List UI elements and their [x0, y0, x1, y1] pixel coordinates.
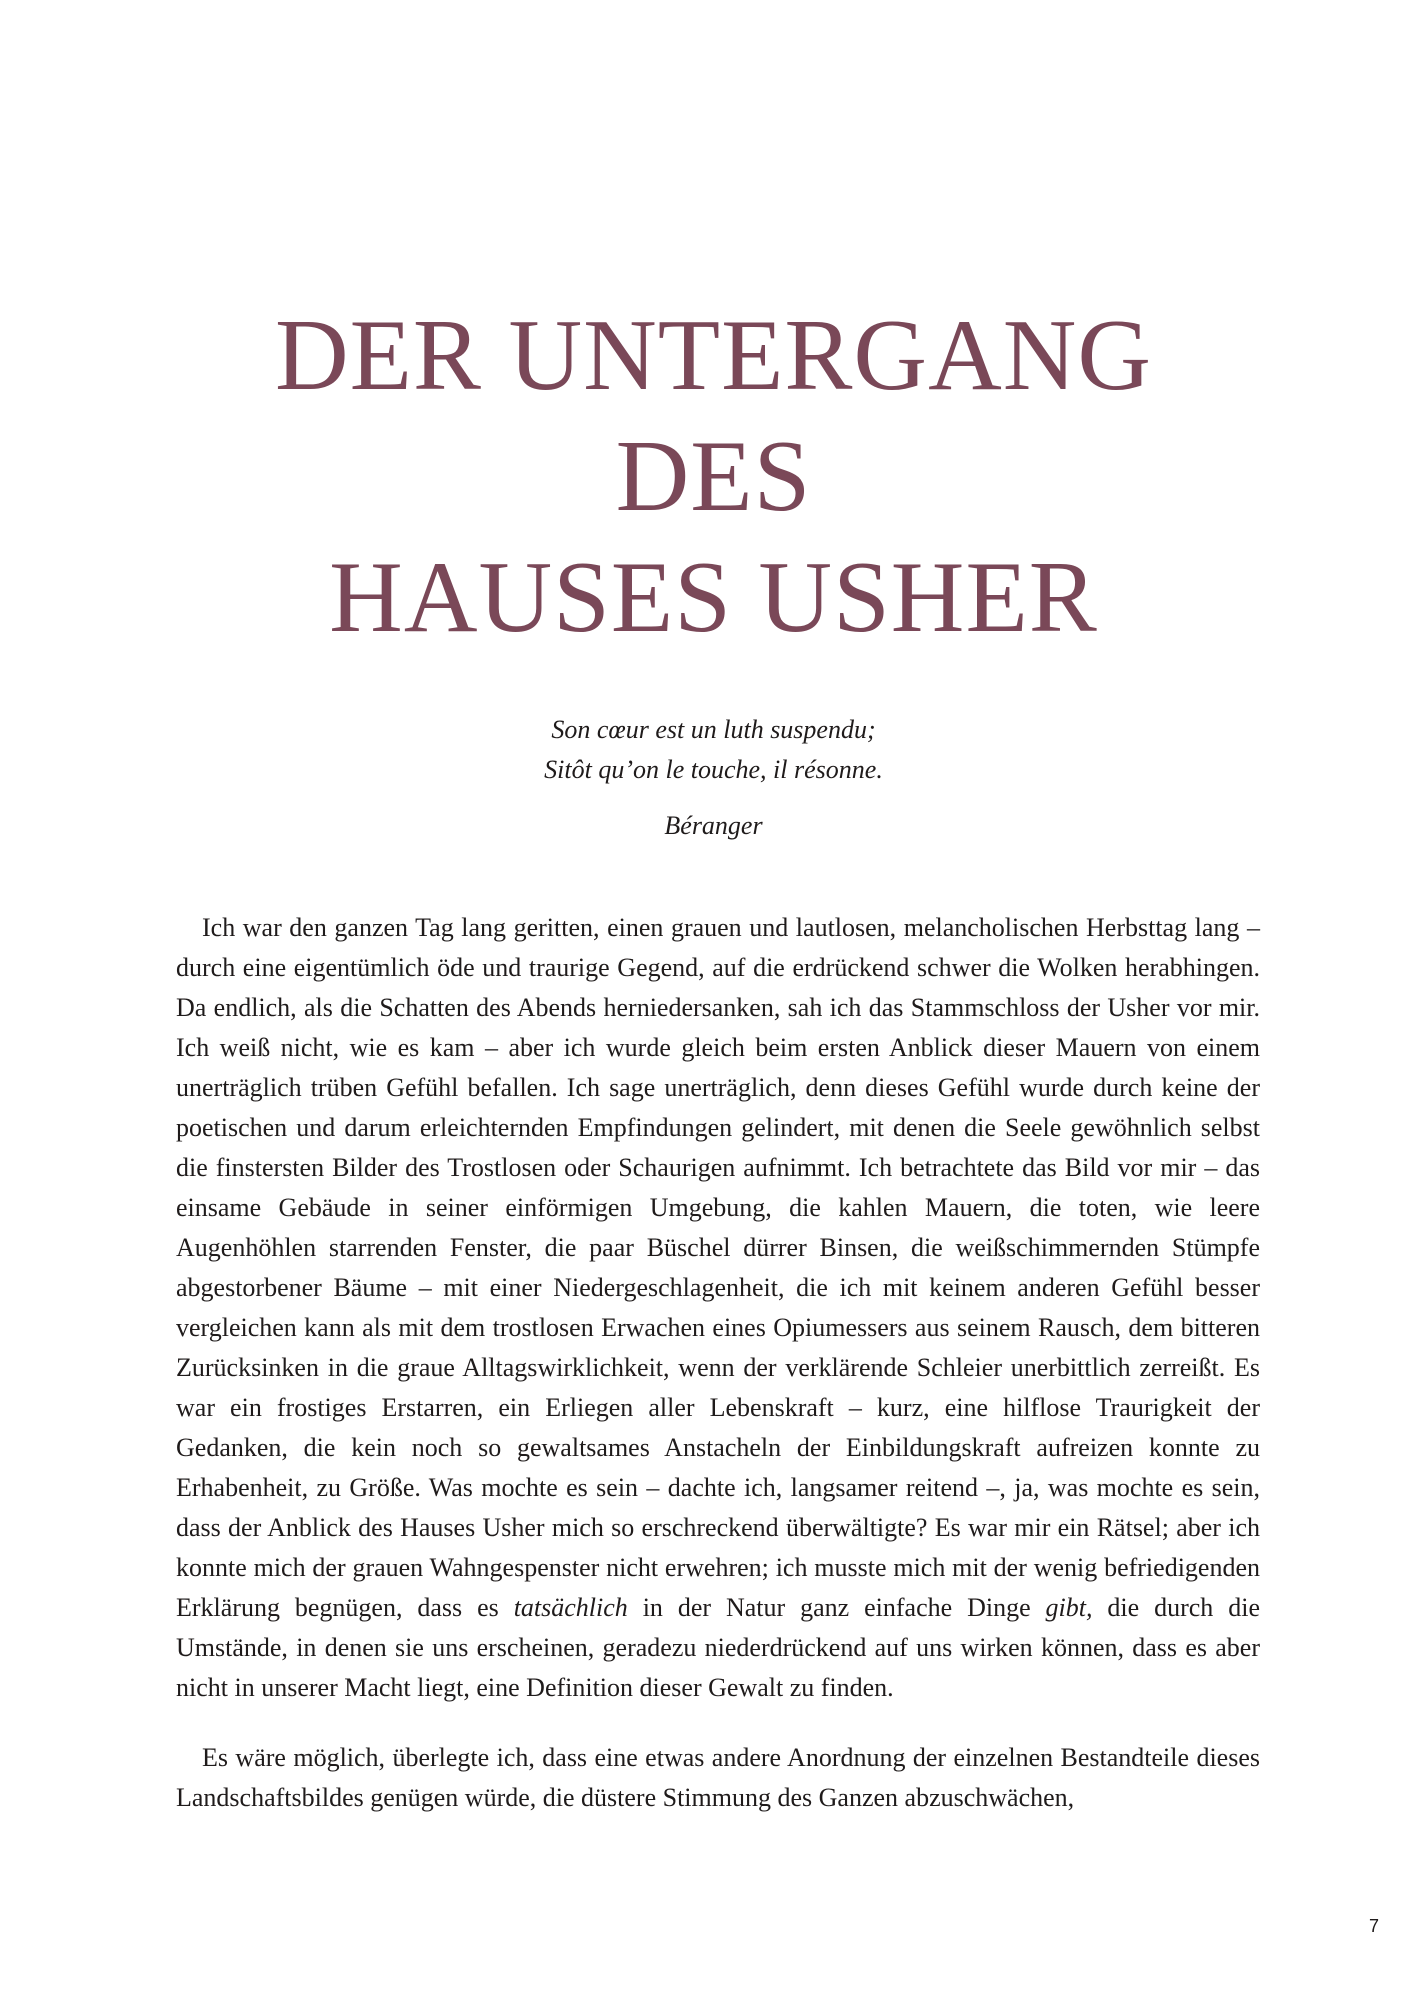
paragraph-2: Es wäre möglich, überlegte ich, dass eine etwas andere Anordnung der einzelnen Bestandteile dieses Landschaftsbildes genügen würde, die düstere Stimmung des Ganzen abzuschwächen,	[176, 1743, 1260, 1812]
chapter-title	[0, 295, 1427, 658]
chapter-title-line-1: DER UNTERGANG	[274, 299, 1153, 412]
paragraph-1-emphasis-1: tatsächlich	[513, 1593, 628, 1622]
paragraph-1-emphasis-2: gibt,	[1045, 1593, 1093, 1622]
paragraph-1-part-1: Ich war den ganzen Tag lang geritten, einen grauen und lautlosen, melancholischen Herbsttag lang – durch eine eigentümlich öde und traurige Gegend, auf die erdrückend schwer die Wolken herabhingen. Da endlich, als die Schatten des Abends herniedersanken, sah ich das Stammschloss der Usher vor mir. Ich weiß nicht, wie es kam – aber ich wurde gleich beim ersten Anblick dieser Mauern von einem unerträglich trüben Gefühl befallen. Ich sage unerträglich, denn dieses Gefühl wurde durch keine der poetischen und darum erleichternden Empfindungen gelindert, mit denen die Seele gewöhnlich selbst die finstersten Bilder des Trostlosen oder Schaurigen aufnimmt. Ich betrachtete das Bild vor mir – das einsame Gebäude in seiner einförmigen Umgebung, die kahlen Mauern, die toten, wie leere Augenhöhlen starrenden Fenster, die paar Büschel dürrer Binsen, die weißschimmernden Stümpfe abgestorbener Bäume – mit einer Niedergeschlagenheit, die ich mit keinem anderen Gefühl besser vergleichen kann als mit dem trostlosen Erwachen eines Opiumessers aus seinem Rausch, dem bitteren Zurücksinken in die graue Alltagswirklichkeit, wenn der verklärende Schleier unerbittlich zerreißt. Es war ein frostiges Erstarren, ein Erliegen aller Lebenskraft – kurz, eine hilflose Traurigkeit der Gedanken, die kein noch so gewaltsames Anstacheln der Einbildungskraft aufreizen konnte zu Erhabenheit, zu Größe. Was mochte es sein – dachte ich, langsamer reitend –, ja, was mochte es sein, dass der Anblick des Hauses Usher mich so erschreckend überwältigte? Es war mir ein Rätsel; aber ich konnte mich der grauen Wahngespenster nicht erwehren; ich musste mich mit der wenig befriedigenden Erklärung begnügen, dass es	[176, 913, 1260, 1622]
epigraph	[0, 710, 1427, 846]
paragraph-1	[176, 908, 1260, 1708]
body-text	[176, 908, 1260, 1818]
epigraph-line-2: Sitôt qu’on le touche, il résonne.	[544, 755, 883, 784]
paragraph-1-part-2: in der Natur ganz einfache Dinge	[627, 1593, 1046, 1622]
page-number: 7	[1368, 1916, 1379, 1936]
paragraph-1-part-3: die durch die Umstände, in denen sie uns erscheinen, geradezu niederdrückend auf uns wirken können, dass es aber nicht in unserer Macht liegt, eine Definition dieser Gewalt zu finden.	[176, 1593, 1260, 1702]
chapter-title-line-3: HAUSES USHER	[329, 541, 1098, 654]
epigraph-author: Béranger	[664, 811, 763, 840]
epigraph-line-1: Son cœur est un luth suspendu;	[551, 715, 876, 744]
chapter-title-line-2: DES	[615, 420, 812, 533]
